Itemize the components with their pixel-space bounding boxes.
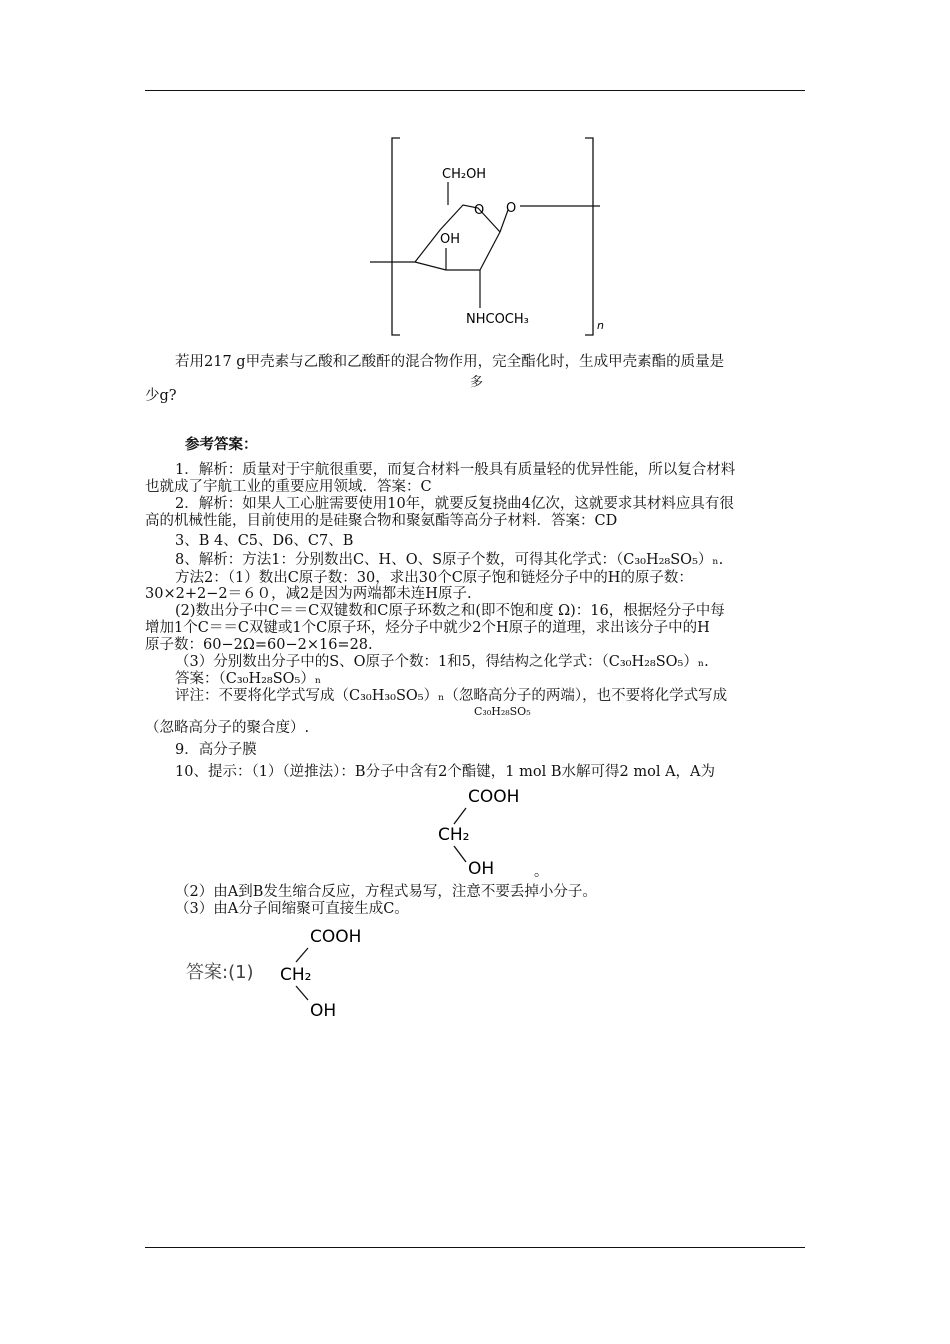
answer-3-7: 3、B 4、C5、D6、C7、B [175,533,354,549]
answer-9: 9．高分子膜 [175,742,257,758]
ring-oxygen: O [474,203,485,218]
answer-8-line-10: （忽略高分子的聚合度）. [145,720,310,736]
answer-1-line-1: 1．解析：质量对于宇航很重要，而复合材料一般具有质量轻的优异性能，所以复合材料 [175,462,736,478]
answer-2-line-2: 高的机械性能，目前使用的是硅聚合物和聚氨酯等高分子材料．答案：CD [145,513,618,529]
chitin-structure-diagram [360,130,640,345]
top-rule [145,90,805,91]
answer-8-line-8: 答案：（C₃₀H₂₈SO₅）ₙ [175,671,322,687]
answer-8-line-5: 增加1个C＝＝C双键或1个C原子环，烃分子中就少2个H原子的道理，求出该分子中的H [145,620,710,636]
answer-1-line-2: 也就成了宇航工业的重要应用领域．答案：C [145,479,432,495]
oh-label: OH [440,232,461,247]
ch2oh-label: CH₂OH [442,167,487,182]
ch2-label: CH₂ [438,825,470,845]
final-answer-label: 答案:(1) [186,962,254,983]
final-answer-structure [180,920,400,1025]
glycolic-acid-structure [430,780,560,880]
answer-10-line-2: （2）由A到B发生缩合反应，方程式易写，注意不要丢掉小分子。 [175,884,597,900]
answer-8-line-9: 评注：不要将化学式写成（C₃₀H₃₀SO₅）ₙ（忽略高分子的两端），也不要将化学式写成 [175,688,728,704]
answer-8-line-2: 方法2：（1）数出C原子数：30，求出30个C原子饱和链烃分子中的H的原子数： [175,570,693,586]
answer-8-line-4: (2)数出分子中C＝＝C双键数和C原子环数之和(即不饱和度 Ω)：16，根据烃分子中每 [175,603,725,619]
question-note-duo: 多 [470,375,484,390]
cooh-label: COOH [468,787,520,807]
question-line-1: 若用217 g甲壳素与乙酸和乙酸酐的混合物作用，完全酯化时，生成甲壳素酯的质量是 [175,354,725,370]
bottom-rule [145,1247,805,1248]
oh-label-a: OH [468,859,495,879]
nhcoch3-label: NHCOCH₃ [466,312,529,327]
answer-8-formula-note: C₃₀H₂₈SO₅ [474,705,531,718]
answer-2-line-1: 2．解析：如果人工心脏需要使用10年，就要反复挠曲4亿次，这就要求其材料应具有很 [175,496,734,512]
subscript-n: n [597,319,604,332]
structure-period: 。 [534,864,548,880]
answer-8-line-7: （3）分别数出分子中的S、O原子个数：1和5，得结构之化学式：（C₃₀H₂₈SO₅）ₙ. [175,654,709,670]
answer-8-line-1: 8、解析：方法1：分别数出C、H、O、S原子个数，可得其化学式：（C₃₀H₂₈SO₅）ₙ. [175,552,724,568]
question-line-2: 少g? [145,388,177,404]
answers-heading: 参考答案： [185,436,258,453]
link-oxygen: O [506,201,517,216]
answer-10-line-3: （3）由A分子间缩聚可直接生成C。 [175,901,409,917]
final-cooh-label: COOH [310,927,362,947]
answer-10-line-1: 10、提示：（1）（逆推法）：B分子中含有2个酯键，1 mol B水解可得2 mol A，A为 [175,764,716,780]
answer-8-line-3: 30×2+2−2＝６０，减2是因为两端都未连H原子. [145,586,472,602]
answer-8-line-6: 原子数：60−2Ω=60−2×16=28. [145,637,373,653]
final-ch2-label: CH₂ [280,965,312,985]
final-oh-label: OH [310,1001,337,1021]
